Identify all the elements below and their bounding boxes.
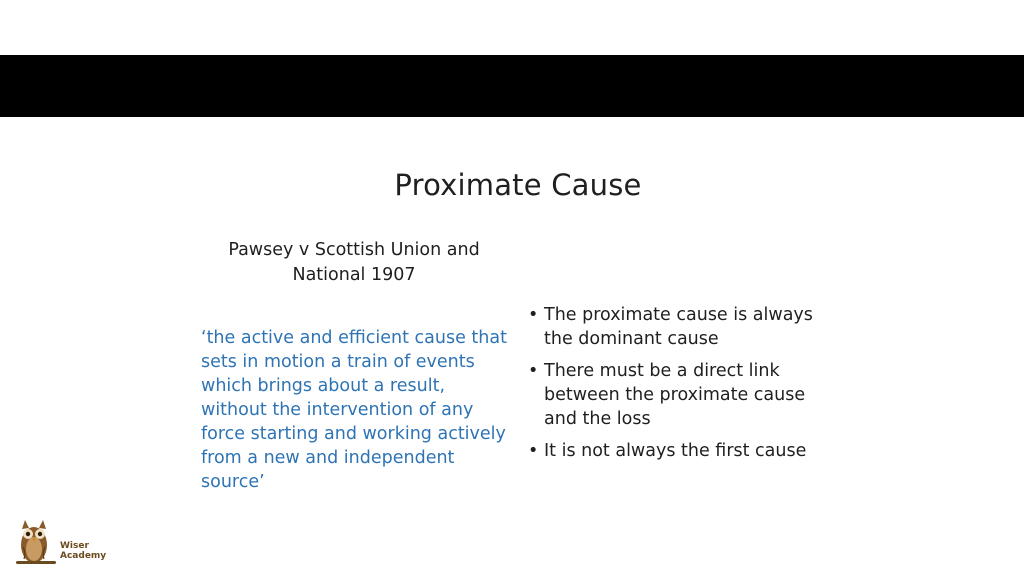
quote-line: force starting and working actively (201, 424, 506, 444)
bullet-line: There must be a direct link (544, 361, 780, 381)
bullet-line: the dominant cause (544, 329, 719, 349)
bullet-line: between the proximate cause (544, 385, 806, 405)
case-title (204, 238, 504, 288)
owl-icon (14, 517, 58, 567)
quote-line: source’ (201, 472, 265, 492)
header-bar (0, 55, 1024, 117)
wiser-academy-logo (14, 517, 107, 567)
bullet-line: The proximate cause is always (544, 305, 813, 325)
bullet-line: It is not always the first cause (544, 441, 807, 461)
quote-line: from a new and independent (201, 448, 455, 468)
logo-text-line: Academy (60, 551, 107, 561)
logo-text-line: Wiser (60, 541, 89, 551)
slide-title: Proximate Cause (394, 168, 642, 202)
bullet-item (528, 439, 828, 463)
case-title-line: National 1907 (292, 265, 416, 285)
bullet-item (528, 359, 828, 431)
bullet-line: and the loss (544, 409, 651, 429)
logo-text (60, 541, 106, 561)
bullet-dot: • (528, 361, 539, 381)
quote-line: sets in motion a train of events (201, 352, 475, 372)
case-title-line: Pawsey v Scottish Union and (228, 240, 480, 260)
bullet-item (528, 303, 828, 351)
quote-line: which brings about a result, (201, 376, 446, 396)
bullet-dot: • (528, 305, 539, 325)
quote-line: without the intervention of any (201, 400, 474, 420)
quote-line: ‘the active and efficient cause that (201, 328, 507, 348)
bullet-list (528, 303, 828, 471)
definition-quote (201, 326, 521, 494)
bullet-dot: • (528, 441, 539, 461)
